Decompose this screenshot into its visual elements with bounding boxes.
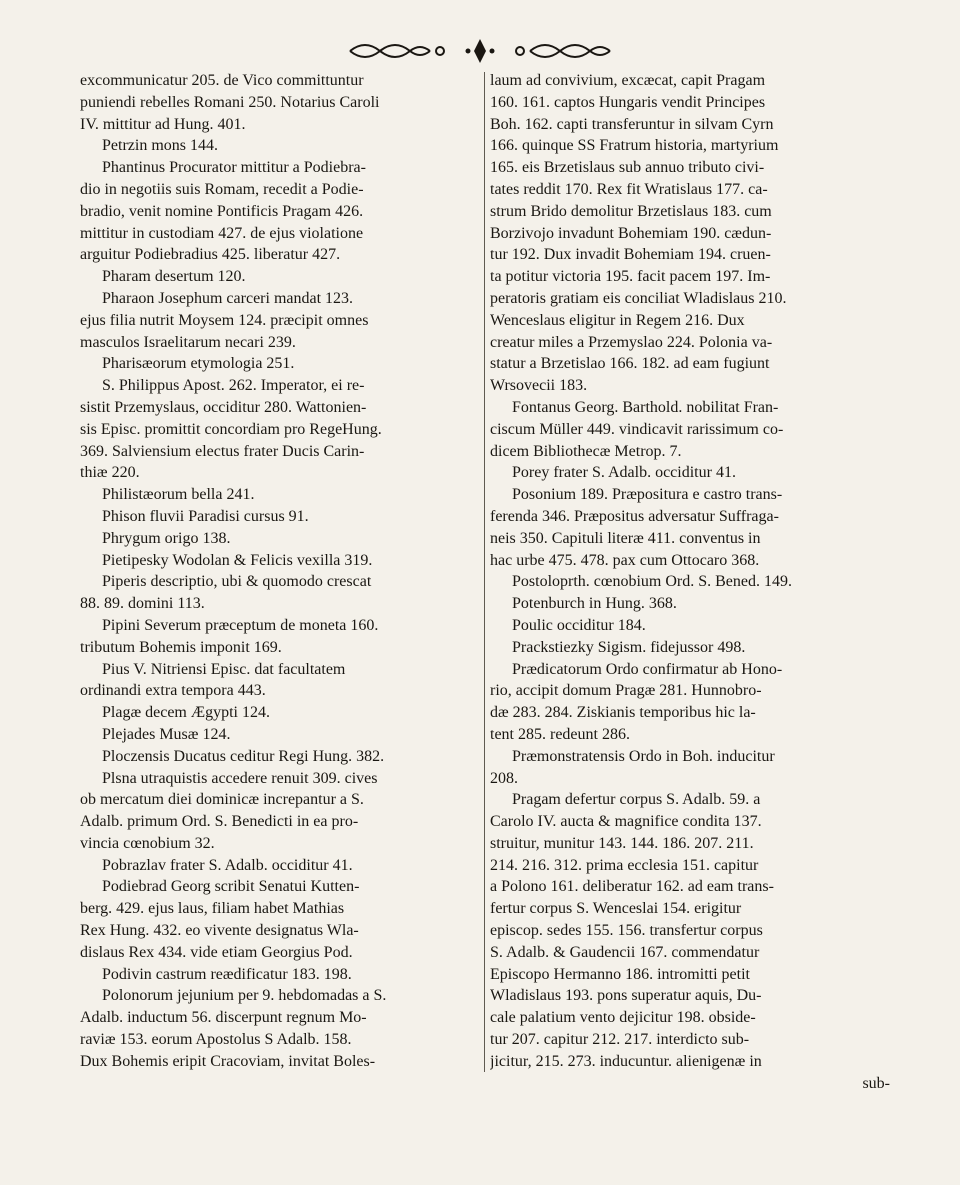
index-line: struitur, munitur 143. 144. 186. 207. 211. xyxy=(490,834,754,852)
index-line: tur 207. capitur 212. 217. interdicto sub- xyxy=(490,1031,750,1049)
index-line: Adalb. inductum 56. discerpunt regnum Mo- xyxy=(80,1009,367,1027)
index-line: Poulic occiditur 184. xyxy=(512,616,646,634)
index-line: Wenceslaus eligitur in Regem 216. Dux xyxy=(490,311,745,329)
index-line: neis 350. Capituli literæ 411. conventus in xyxy=(490,529,761,547)
index-line: Porey frater S. Adalb. occiditur 41. xyxy=(512,464,736,482)
index-line: Prackstiezky Sigism. fidejussor 498. xyxy=(512,638,746,656)
index-line: sistit Przemyslaus, occiditur 280. Wattonien- xyxy=(80,398,367,416)
index-line: Potenburch in Hung. 368. xyxy=(512,595,677,613)
index-line: Postoloprth. cœnobium Ord. S. Bened. 149. xyxy=(512,573,792,591)
index-line: ejus filia nutrit Moysem 124. præcipit omnes xyxy=(80,311,369,329)
index-line: 369. Salviensium electus frater Ducis Carin- xyxy=(80,442,365,460)
index-line: Plejades Musæ 124. xyxy=(102,725,231,743)
index-line: Philistæorum bella 241. xyxy=(102,486,255,504)
index-line: 88. 89. domini 113. xyxy=(80,595,205,613)
index-line: Wrsovecii 183. xyxy=(490,377,588,395)
index-line: Piperis descriptio, ubi & quomodo crescat xyxy=(102,573,372,591)
index-line: 214. 216. 312. prima ecclesia 151. capitur xyxy=(490,856,759,874)
index-line: 165. eis Brzetislaus sub annuo tributo civi- xyxy=(490,159,765,177)
index-line: dio in negotiis suis Romam, recedit a Podie- xyxy=(80,180,364,198)
index-line: Rex Hung. 432. eo vivente designatus Wla- xyxy=(80,922,359,940)
index-line: ob mercatum diei dominicæ increpantur a S. xyxy=(80,791,364,809)
index-line: arguitur Podiebradius 425. liberatur 427. xyxy=(80,246,341,264)
index-line: excommunicatur 205. de Vico committuntur xyxy=(80,72,364,89)
index-line: raviæ 153. eorum Apostolus S Adalb. 158. xyxy=(80,1031,352,1049)
index-line: episcop. sedes 155. 156. transfertur corpus xyxy=(490,922,763,940)
index-line: vincia cœnobium 32. xyxy=(80,834,215,852)
index-line: thiæ 220. xyxy=(80,464,140,482)
index-line: Plsna utraquistis accedere renuit 309. cives xyxy=(102,769,378,787)
right-column xyxy=(490,70,890,1094)
index-line: rio, accipit domum Pragæ 281. Hunnobro- xyxy=(490,682,762,700)
index-line: Posonium 189. Præpositura e castro trans- xyxy=(512,486,783,504)
index-line: ta potitur victoria 195. facit pacem 197. Im- xyxy=(490,268,771,286)
index-line: ordinandi extra tempora 443. xyxy=(80,682,266,700)
index-line: Pragam defertur corpus S. Adalb. 59. a xyxy=(512,791,761,809)
index-line: Adalb. primum Ord. S. Benedicti in ea pro- xyxy=(80,813,359,831)
index-line: Dux Bohemis eripit Cracoviam, invitat Boles- xyxy=(80,1052,376,1070)
index-line: Podivin castrum reædificatur 183. 198. xyxy=(102,965,352,983)
index-line: Pipini Severum præceptum de moneta 160. xyxy=(102,616,379,634)
index-line: hac urbe 475. 478. pax cum Ottocaro 368. xyxy=(490,551,760,569)
index-line: puniendi rebelles Romani 250. Notarius Caroli xyxy=(80,93,380,111)
index-line: Plagæ decem Ægypti 124. xyxy=(102,704,270,722)
index-line: Borzivojo invadunt Bohemiam 190. cædun- xyxy=(490,224,772,242)
index-line: a Polono 161. deliberatur 162. ad eam trans- xyxy=(490,878,774,896)
index-line: bradio, venit nomine Pontificis Pragam 426. xyxy=(80,202,364,220)
catchword: sub- xyxy=(862,1074,890,1092)
index-line: tent 285. redeunt 286. xyxy=(490,725,630,743)
index-line: laum ad convivium, excæcat, capit Pragam xyxy=(490,72,766,89)
index-line: tur 192. Dux invadit Bohemiam 194. cruen- xyxy=(490,246,771,264)
index-line: 166. quinque SS Fratrum historia, martyrium xyxy=(490,137,779,155)
index-line: fertur corpus S. Wenceslai 154. erigitur xyxy=(490,900,742,918)
index-line: statur a Brzetislao 166. 182. ad eam fugiunt xyxy=(490,355,770,373)
index-line: ferenda 346. Præpositus adversatur Suffraga- xyxy=(490,507,779,525)
index-line: IV. mittitur ad Hung. 401. xyxy=(80,115,246,133)
index-line: berg. 429. ejus laus, filiam habet Mathias xyxy=(80,900,345,918)
index-line: ciscum Müller 449. vindicavit rarissimum co- xyxy=(490,420,784,438)
index-line: Phantinus Procurator mittitur a Podiebra- xyxy=(102,159,366,177)
index-line: mittitur in custodiam 427. de ejus violatione xyxy=(80,224,364,242)
column-divider xyxy=(484,72,485,1072)
index-line: Prædicatorum Ordo confirmatur ab Hono- xyxy=(512,660,783,678)
index-line: Pharam desertum 120. xyxy=(102,268,246,286)
index-line: Phison fluvii Paradisi cursus 91. xyxy=(102,507,309,525)
index-line: Boh. 162. capti transferuntur in silvam Cyrn xyxy=(490,115,774,133)
left-column xyxy=(80,70,482,1073)
index-line: Wladislaus 193. pons superatur aquis, Du- xyxy=(490,987,762,1005)
index-line: Episcopo Hermanno 186. intromitti petit xyxy=(490,965,750,983)
index-line: S. Adalb. & Gaudencii 167. commendatur xyxy=(490,943,760,961)
index-line: Petrzin mons 144. xyxy=(102,137,218,155)
index-line: strum Brido demolitur Brzetislaus 183. cum xyxy=(490,202,772,220)
index-line: dicem Bibliothecæ Metrop. 7. xyxy=(490,442,682,460)
index-line: Pharaon Josephum carceri mandat 123. xyxy=(102,289,354,307)
index-line: Carolo IV. aucta & magnifice condita 137. xyxy=(490,813,762,831)
index-line: 160. 161. captos Hungaris vendit Principes xyxy=(490,93,766,111)
index-line: tates reddit 170. Rex fit Wratislaus 177. ca- xyxy=(490,180,768,198)
index-line: dislaus Rex 434. vide etiam Georgius Pod. xyxy=(80,943,353,961)
index-line: Podiebrad Georg scribit Senatui Kutten- xyxy=(102,878,360,896)
index-line: 208. xyxy=(490,769,518,787)
index-line: Pietipesky Wodolan & Felicis vexilla 319. xyxy=(102,551,373,569)
index-line: Præmonstratensis Ordo in Boh. inducitur xyxy=(512,747,775,765)
index-line: Pius V. Nitriensi Episc. dat facultatem xyxy=(102,660,346,678)
index-line: Pharisæorum etymologia 251. xyxy=(102,355,295,373)
index-line: Polonorum jejunium per 9. hebdomadas a S. xyxy=(102,987,387,1005)
index-line: Phrygum origo 138. xyxy=(102,529,231,547)
index-line: creatur miles a Przemyslao 224. Polonia va- xyxy=(490,333,773,351)
index-line: Fontanus Georg. Barthold. nobilitat Fran- xyxy=(512,398,779,416)
index-line: cale palatium vento dejicitur 198. obside- xyxy=(490,1009,756,1027)
index-line: Pobrazlav frater S. Adalb. occiditur 41. xyxy=(102,856,353,874)
index-line: jicitur, 215. 273. inducuntur. alienigenæ in xyxy=(490,1052,762,1070)
index-line: dæ 283. 284. Ziskianis temporibus hic la- xyxy=(490,704,756,722)
index-line: Ploczensis Ducatus ceditur Regi Hung. 382. xyxy=(102,747,385,765)
index-line: masculos Israelitarum necari 239. xyxy=(80,333,296,351)
index-line: sis Episc. promittit concordiam pro RegeHung. xyxy=(80,420,382,438)
index-line: tributum Bohemis imponit 169. xyxy=(80,638,282,656)
index-line: S. Philippus Apost. 262. Imperator, ei re- xyxy=(102,377,365,395)
fleuron-header-icon xyxy=(0,36,960,66)
index-line: peratoris gratiam eis conciliat Wladislaus 210. xyxy=(490,289,787,307)
